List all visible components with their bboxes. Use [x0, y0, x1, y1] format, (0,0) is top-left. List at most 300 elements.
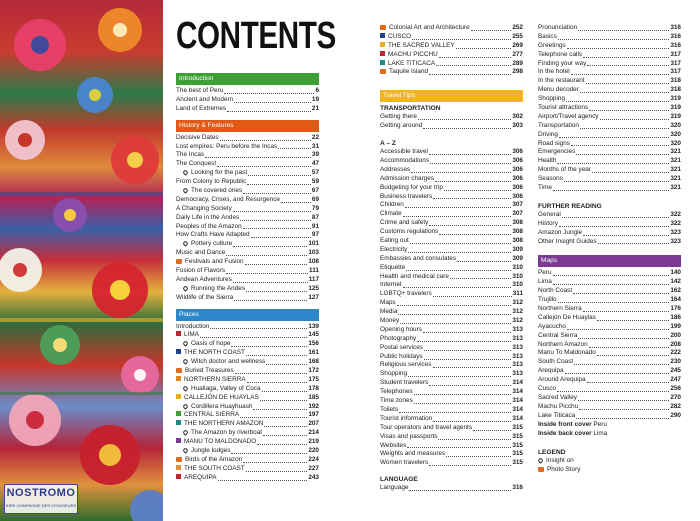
toc-entry[interactable] [176, 196, 319, 205]
dot-leader [235, 373, 308, 374]
toc-entry-text: Festivals and Fusion [185, 258, 244, 266]
toc-entry[interactable] [380, 51, 523, 60]
toc-entry-title [380, 228, 438, 237]
toc-entry[interactable] [380, 24, 523, 33]
toc-entry-title [380, 308, 397, 317]
toc-entry[interactable] [380, 210, 523, 219]
toc-entry[interactable] [380, 424, 523, 433]
dot-leader [576, 154, 669, 155]
maps-list [538, 269, 681, 420]
toc-entry[interactable] [380, 175, 523, 184]
pin-icon [182, 447, 188, 453]
toc-entry-title [176, 205, 232, 214]
toc-entry[interactable] [538, 305, 681, 314]
toc-entry[interactable] [176, 205, 319, 214]
toc-entry[interactable] [176, 358, 319, 367]
toc-entry[interactable] [380, 255, 523, 264]
toc-entry[interactable] [176, 240, 319, 249]
toc-entry-text: AREQUIPA [184, 473, 217, 481]
toc-entry[interactable] [380, 68, 523, 77]
toc-entry[interactable] [380, 484, 523, 493]
toc-entry-title [380, 184, 443, 193]
camera-icon [380, 69, 386, 74]
toc-entry[interactable] [176, 96, 319, 105]
toc-entry[interactable] [176, 340, 319, 349]
toc-entry[interactable] [380, 148, 523, 157]
toc-entry-page: 111 [309, 267, 319, 275]
toc-entry[interactable] [380, 60, 523, 69]
toc-entry[interactable] [176, 376, 319, 385]
toc-entry-title [538, 220, 558, 229]
toc-entry[interactable] [380, 406, 523, 415]
toc-entry-page: 315 [512, 432, 523, 440]
language-continued-list [538, 24, 681, 193]
toc-entry-text: Ancient and Modern [176, 95, 234, 103]
toc-entry-page: 22 [311, 133, 319, 141]
dot-leader [592, 172, 669, 173]
toc-entry[interactable] [538, 175, 681, 184]
dot-leader [412, 39, 511, 40]
dot-leader [558, 39, 670, 40]
toc-entry-page: 313 [512, 352, 523, 360]
toc-entry-title [380, 264, 405, 273]
toc-entry-title [380, 148, 428, 157]
dot-leader [573, 293, 669, 294]
toc-entry[interactable] [538, 95, 681, 104]
toc-entry-title [380, 24, 470, 33]
toc-entry-title [380, 290, 432, 299]
toc-entry[interactable] [538, 341, 681, 350]
toc-entry-page: 321 [670, 175, 681, 183]
toc-entry[interactable] [380, 166, 523, 175]
toc-entry-text: MANU TO MALDONADO [184, 438, 257, 446]
toc-entry[interactable] [380, 459, 523, 468]
toc-entry-text: How Crafts Have Adapted [176, 231, 250, 239]
toc-entry[interactable] [538, 166, 681, 175]
toc-entry-text: In the restaurant [538, 77, 585, 85]
toc-entry-text: NORTHERN SIERRA [184, 375, 246, 383]
toc-entry-page: 6 [315, 86, 319, 94]
toc-entry[interactable] [176, 187, 319, 196]
toc-entry[interactable] [538, 376, 681, 385]
toc-entry-title [380, 484, 408, 493]
toc-entry-title [538, 68, 570, 77]
toc-entry-title [380, 201, 404, 210]
toc-entry[interactable] [380, 450, 523, 459]
dot-leader [566, 101, 669, 102]
dot-leader [557, 163, 669, 164]
section-color-square-icon [380, 42, 385, 47]
toc-entry-text: THE SOUTH COAST [184, 464, 245, 472]
pin-icon [182, 285, 188, 291]
toc-entry-text: Money [380, 317, 400, 325]
pin-icon [182, 358, 188, 364]
inside-back-cover [538, 430, 681, 439]
toc-entry-text: The Conquest [176, 160, 217, 168]
toc-entry[interactable] [538, 394, 681, 403]
toc-entry-page: 315 [512, 459, 523, 467]
toc-entry-text: Women travelers [380, 459, 429, 467]
toc-entry[interactable] [538, 157, 681, 166]
legend-photo [538, 466, 681, 475]
toc-entry[interactable] [176, 474, 319, 483]
toc-entry[interactable] [380, 193, 523, 202]
toc-entry[interactable] [176, 249, 319, 258]
toc-entry-title [380, 344, 423, 353]
toc-entry[interactable] [176, 231, 319, 240]
toc-entry-title [176, 367, 234, 376]
toc-entry[interactable] [538, 42, 681, 51]
toc-entry[interactable] [176, 349, 319, 358]
toc-entry[interactable] [380, 122, 523, 131]
toc-entry[interactable] [538, 24, 681, 33]
toc-entry-page: 175 [308, 375, 319, 383]
toc-entry-text: Jungle lodges [191, 447, 231, 455]
toc-entry-text: Health [538, 157, 557, 165]
pin-icon [182, 241, 188, 247]
toc-entry[interactable] [380, 362, 523, 371]
toc-entry[interactable] [176, 134, 319, 143]
toc-entry-page: 312 [512, 308, 523, 316]
toc-entry[interactable] [176, 160, 319, 169]
toc-entry-page: 306 [512, 148, 523, 156]
section-heading-introduction: Introduction [176, 73, 319, 85]
toc-entry[interactable] [380, 184, 523, 193]
toc-entry[interactable] [176, 294, 319, 303]
toc-entry-page: 315 [512, 423, 523, 431]
dot-leader [597, 355, 670, 356]
toc-entry[interactable] [176, 394, 319, 403]
toc-entry[interactable] [538, 220, 681, 229]
dot-leader [264, 426, 307, 427]
toc-entry-text: Tour operators and travel agents [380, 423, 473, 431]
toc-entry[interactable] [538, 51, 681, 60]
dot-leader [444, 190, 511, 191]
toc-entry[interactable] [176, 267, 319, 276]
section-color-square-icon [176, 465, 181, 470]
toc-entry[interactable] [538, 77, 681, 86]
toc-entry-text: Tourist information [380, 414, 433, 422]
toc-entry[interactable] [380, 442, 523, 451]
toc-entry-title [538, 86, 579, 95]
dot-leader [246, 355, 307, 356]
dot-leader [429, 74, 511, 75]
toc-entry-title [380, 397, 413, 406]
toc-entry-title [380, 424, 472, 433]
toc-entry-title [538, 412, 575, 421]
history-list [176, 134, 319, 303]
toc-entry[interactable] [538, 104, 681, 113]
toc-entry-title [176, 187, 242, 196]
toc-entry[interactable] [380, 397, 523, 406]
toc-entry-text: Time zones [380, 397, 413, 405]
toc-entry[interactable] [176, 420, 319, 429]
toc-entry-title [538, 385, 556, 394]
dot-leader [583, 311, 670, 312]
toc-entry-page: 314 [512, 405, 523, 413]
toc-entry-page: 69 [311, 195, 319, 203]
toc-entry[interactable] [176, 367, 319, 376]
toc-entry-page: 57 [311, 169, 319, 177]
dot-leader [243, 193, 311, 194]
toc-entry-page: 312 [512, 299, 523, 307]
toc-entry[interactable] [380, 388, 523, 397]
section-heading-maps: Maps [538, 255, 681, 267]
toc-entry-title [176, 285, 245, 294]
toc-entry-text: History [538, 219, 558, 227]
toc-entry[interactable] [380, 33, 523, 42]
toc-entry[interactable] [380, 415, 523, 424]
toc-entry[interactable] [538, 385, 681, 394]
toc-entry-text: Daily Life in the Andes [176, 213, 240, 221]
toc-entry-page: 162 [670, 287, 681, 295]
toc-entry[interactable] [380, 281, 523, 290]
toc-entry[interactable] [176, 178, 319, 187]
toc-entry[interactable] [538, 323, 681, 332]
toc-entry-title [380, 415, 432, 424]
dot-leader [224, 93, 314, 94]
dot-leader [589, 110, 669, 111]
toc-entry[interactable] [380, 299, 523, 308]
toc-entry-title [538, 238, 597, 247]
toc-entry[interactable] [538, 229, 681, 238]
toc-entry-title [538, 140, 570, 149]
toc-entry-page: 59 [311, 178, 319, 186]
toc-entry-title [176, 87, 223, 96]
toc-entry-text: Religious services [380, 361, 432, 369]
toc-entry[interactable] [380, 228, 523, 237]
toc-entry[interactable] [538, 296, 681, 305]
toc-entry[interactable] [380, 201, 523, 210]
toc-entry[interactable] [380, 273, 523, 282]
dot-leader [245, 264, 308, 265]
dot-leader [574, 364, 669, 365]
dot-leader [247, 382, 308, 383]
toc-entry[interactable] [538, 314, 681, 323]
toc-entry[interactable] [176, 258, 319, 267]
toc-entry-title [176, 358, 265, 367]
toc-entry-page: 306 [512, 174, 523, 182]
toc-entry[interactable] [176, 385, 319, 394]
toc-entry-title [538, 60, 586, 69]
toc-entry[interactable] [176, 438, 319, 447]
toc-entry[interactable] [538, 184, 681, 193]
toc-entry-page: 315 [512, 450, 523, 458]
dot-leader [418, 119, 511, 120]
toc-entry[interactable] [538, 412, 681, 421]
toc-entry[interactable] [176, 151, 319, 160]
toc-entry[interactable] [380, 157, 523, 166]
toc-entry[interactable] [538, 68, 681, 77]
toc-entry[interactable] [380, 379, 523, 388]
toc-entry[interactable] [538, 86, 681, 95]
toc-entry[interactable] [538, 358, 681, 367]
toc-entry-page: 252 [512, 23, 523, 31]
toc-entry-title [176, 105, 226, 114]
toc-entry-page: 302 [512, 113, 523, 121]
dot-leader [410, 243, 512, 244]
toc-entry[interactable] [380, 433, 523, 442]
toc-entry-text: Business travelers [380, 192, 433, 200]
introduction-list [176, 87, 319, 114]
toc-entry-title [380, 361, 432, 370]
toc-entry-text: Websites [380, 441, 407, 449]
toc-entry[interactable] [176, 143, 319, 152]
toc-entry-page: 289 [512, 59, 523, 67]
inside-back-label: Inside back cover [538, 429, 592, 437]
dot-leader [405, 207, 512, 208]
toc-entry[interactable] [380, 335, 523, 344]
toc-entry[interactable] [538, 60, 681, 69]
toc-entry-title [538, 229, 582, 238]
toc-entry-title [176, 240, 232, 249]
toc-entry[interactable] [380, 317, 523, 326]
toc-entry[interactable] [176, 412, 319, 421]
toc-entry-title [538, 341, 588, 350]
toc-entry-page: 199 [670, 322, 681, 330]
dot-leader [446, 456, 511, 457]
toc-entry[interactable] [176, 285, 319, 294]
toc-entry[interactable] [380, 290, 523, 299]
toc-entry[interactable] [538, 33, 681, 42]
toc-entry[interactable] [538, 148, 681, 157]
toc-entry-page: 313 [512, 361, 523, 369]
toc-entry[interactable] [380, 308, 523, 317]
toc-entry[interactable] [380, 353, 523, 362]
toc-entry-page: 227 [308, 464, 319, 472]
toc-entry-title [176, 376, 246, 385]
toc-entry-title [380, 370, 407, 379]
dot-leader [429, 465, 511, 466]
dot-leader [234, 102, 311, 103]
section-heading-travel-tips: Travel Tips [380, 90, 523, 102]
toc-entry[interactable] [176, 447, 319, 456]
toc-entry[interactable] [538, 131, 681, 140]
toc-entry[interactable] [380, 246, 523, 255]
toc-entry[interactable] [538, 332, 681, 341]
contents-column-1 [176, 73, 319, 483]
toc-entry-title [380, 281, 402, 290]
toc-entry-text: Other Insight Guides [538, 237, 597, 245]
toc-entry[interactable] [538, 287, 681, 296]
toc-entry[interactable] [176, 323, 319, 332]
toc-entry-page: 306 [512, 157, 523, 164]
toc-entry[interactable] [380, 370, 523, 379]
toc-entry[interactable] [538, 403, 681, 412]
toc-entry[interactable] [538, 350, 681, 359]
toc-entry-title [176, 323, 209, 332]
toc-entry[interactable] [538, 367, 681, 376]
dot-leader [281, 202, 311, 203]
toc-entry[interactable] [538, 211, 681, 220]
toc-entry[interactable] [380, 264, 523, 273]
further-reading-list [538, 211, 681, 247]
toc-entry[interactable] [380, 219, 523, 228]
toc-entry[interactable] [176, 105, 319, 114]
toc-entry-title [538, 287, 572, 296]
dot-leader [578, 400, 669, 401]
dot-leader [565, 373, 670, 374]
toc-entry-title [176, 196, 280, 205]
toc-entry[interactable] [380, 42, 523, 51]
toc-entry[interactable] [538, 122, 681, 131]
pin-icon [182, 341, 188, 347]
toc-entry-title [538, 394, 577, 403]
dot-leader [399, 412, 511, 413]
toc-entry[interactable] [538, 269, 681, 278]
toc-entry[interactable] [176, 276, 319, 285]
toc-entry-text: North Coast [538, 287, 573, 295]
toc-entry[interactable] [538, 278, 681, 287]
dot-leader [430, 163, 511, 164]
dot-leader [398, 314, 511, 315]
toc-entry[interactable] [380, 326, 523, 335]
toc-entry-text: Visas and passports [380, 432, 438, 440]
toc-entry[interactable] [380, 113, 523, 122]
toc-entry-text: Land of Extremes [176, 104, 227, 112]
dot-leader [231, 453, 307, 454]
toc-entry[interactable] [176, 465, 319, 474]
toc-entry[interactable] [538, 113, 681, 122]
toc-entry[interactable] [176, 223, 319, 232]
dot-leader [403, 287, 512, 288]
toc-entry[interactable] [380, 344, 523, 353]
toc-entry-title [380, 442, 406, 451]
toc-entry-page: 310 [512, 281, 523, 289]
toc-entry-text: Greetings [538, 41, 566, 49]
dot-leader [248, 175, 311, 176]
legend-label: LEGEND [538, 449, 566, 457]
toc-entry[interactable] [176, 331, 319, 340]
toc-entry[interactable] [176, 403, 319, 412]
toc-entry-page: 319 [670, 112, 681, 120]
toc-entry[interactable] [176, 87, 319, 96]
toc-entry-text: Eating out [380, 237, 409, 245]
toc-entry[interactable] [176, 429, 319, 438]
toc-entry-text: In the hotel [538, 68, 570, 76]
toc-entry-page: 290 [670, 411, 681, 419]
toc-entry-title [380, 406, 398, 415]
toc-entry-title [538, 211, 561, 220]
toc-entry-text: Telephones [380, 388, 413, 396]
toc-entry-text: Internet [380, 281, 402, 289]
section-color-square-icon [176, 376, 181, 381]
toc-entry-text: Tourist attractions [538, 104, 589, 111]
language-label: LANGUAGE [380, 476, 418, 484]
toc-entry-page: 168 [308, 358, 319, 366]
dot-leader [406, 270, 511, 271]
contents-column-3 [538, 24, 681, 475]
toc-entry-page: 317 [670, 50, 681, 58]
pin-icon [182, 385, 188, 391]
toc-entry-text: Embassies and consulates [380, 254, 457, 262]
toc-entry[interactable] [176, 214, 319, 223]
toc-entry[interactable] [176, 169, 319, 178]
toc-entry-text: Student travelers [380, 379, 429, 387]
toc-entry[interactable] [380, 237, 523, 246]
toc-entry-text: Language [380, 484, 409, 492]
toc-entry[interactable] [538, 140, 681, 149]
dot-leader [409, 490, 511, 491]
toc-entry[interactable] [538, 238, 681, 247]
toc-entry-title [380, 388, 413, 397]
pin-icon [182, 187, 188, 193]
toc-entry[interactable] [176, 456, 319, 465]
toc-entry-page: 316 [670, 23, 681, 31]
toc-entry-page: 306 [512, 192, 523, 200]
toc-entry-text: Time [538, 184, 552, 192]
dot-leader [589, 347, 670, 348]
